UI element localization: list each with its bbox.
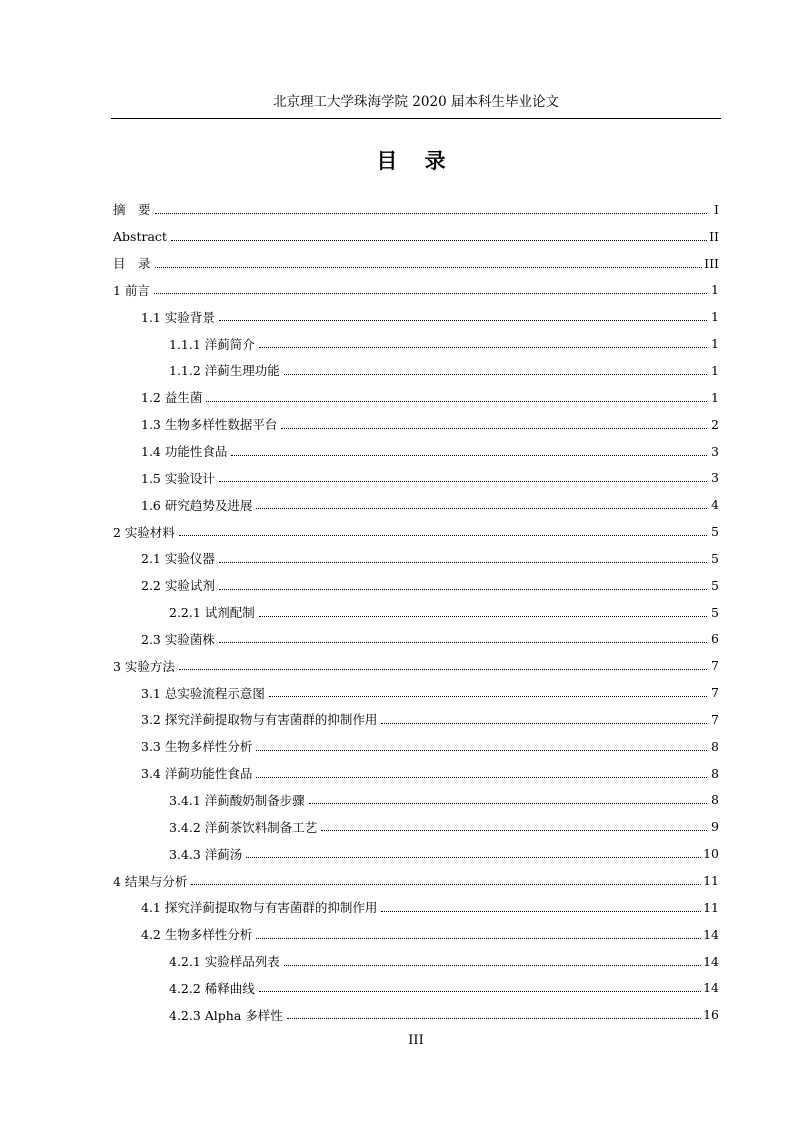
toc-entry[interactable]	[113, 599, 719, 626]
toc-entry-label: 1.2 益生菌	[141, 390, 203, 406]
toc-entry-label: 3.1 总实验流程示意图	[141, 685, 265, 701]
toc-entry-page: 9	[711, 819, 719, 835]
toc-entry-label: 1.5 实验设计	[141, 470, 215, 486]
toc-entry-page: 7	[711, 658, 719, 674]
toc-entry[interactable]	[113, 411, 719, 438]
toc-dot-leader	[284, 374, 707, 375]
toc-dot-leader	[287, 1018, 701, 1019]
toc-entry[interactable]	[113, 196, 719, 223]
toc-dot-leader	[259, 616, 707, 617]
toc-dot-leader	[256, 508, 707, 509]
toc-entry[interactable]	[113, 1001, 719, 1028]
toc-entry-page: 11	[703, 873, 719, 889]
running-header: 北京理工大学珠海学院 2020 届本科生毕业论文	[273, 94, 559, 110]
toc-entry-label: 目 录	[113, 256, 151, 272]
toc-entry-label: 2.1 实验仪器	[141, 551, 215, 567]
toc-entry[interactable]	[113, 652, 719, 679]
toc-entry-label: 4.2.3 Alpha 多样性	[169, 1007, 283, 1023]
toc-entry[interactable]	[113, 679, 719, 706]
toc-dot-leader	[256, 750, 707, 751]
toc-entry-label: 2.2 实验试剂	[141, 578, 215, 594]
toc-entry-page: 2	[711, 416, 719, 432]
toc-dot-leader	[321, 830, 707, 831]
toc-entry-label: 4.2.2 稀释曲线	[169, 980, 255, 996]
toc-entry-label: 1.3 生物多样性数据平台	[141, 417, 278, 433]
toc-entry[interactable]	[113, 974, 719, 1001]
toc-entry[interactable]	[113, 223, 719, 250]
toc-entry[interactable]	[113, 787, 719, 814]
toc-dot-leader	[219, 320, 707, 321]
toc-entry-page: 5	[711, 524, 719, 540]
toc-entry-label: 4 结果与分析	[113, 873, 188, 889]
toc-entry-page: 14	[703, 953, 719, 969]
toc-entry-page: II	[709, 228, 719, 244]
toc-entry[interactable]	[113, 250, 719, 277]
toc-entry-page: 3	[711, 470, 719, 486]
toc-entry-page: 7	[711, 711, 719, 727]
toc-dot-leader	[179, 535, 707, 536]
toc-entry-page: 1	[711, 362, 719, 378]
toc-dot-leader	[155, 267, 703, 268]
toc-entry-page: 16	[703, 1007, 719, 1023]
toc-entry-label: 3.3 生物多样性分析	[141, 739, 253, 755]
toc-entry-page: 10	[703, 846, 719, 862]
toc-entry[interactable]	[113, 760, 719, 787]
toc-entry[interactable]	[113, 706, 719, 733]
toc-entry[interactable]	[113, 921, 719, 948]
toc-dot-leader	[219, 642, 707, 643]
toc-entry[interactable]	[113, 330, 719, 357]
toc-entry-label: 2.2.1 试剂配制	[169, 605, 255, 621]
toc-entry[interactable]	[113, 491, 719, 518]
toc-entry[interactable]	[113, 867, 719, 894]
page-number: III	[408, 1033, 424, 1048]
toc-dot-leader	[191, 884, 701, 885]
toc-entry-page: 5	[711, 604, 719, 620]
toc-dot-leader	[171, 240, 707, 241]
toc-entry-label: 4.2.1 实验样品列表	[169, 954, 280, 970]
toc-dot-leader	[256, 777, 707, 778]
toc-entry-label: 1.1.2 洋蓟生理功能	[169, 363, 280, 379]
toc-entry[interactable]	[113, 464, 719, 491]
toc-entry-page: 1	[711, 282, 719, 298]
toc-entry-label: 3.4.2 洋蓟茶饮料制备工艺	[169, 819, 318, 835]
toc-dot-leader	[381, 911, 701, 912]
toc-entry-label: 1.6 研究趋势及进展	[141, 497, 253, 513]
toc-entry-label: 4.2 生物多样性分析	[141, 927, 253, 943]
toc-entry-page: 3	[711, 443, 719, 459]
toc-entry-page: III	[704, 255, 719, 271]
toc-entry-page: 11	[703, 899, 719, 915]
toc-entry-label: 1.4 功能性食品	[141, 444, 228, 460]
toc-entry-page: 8	[711, 765, 719, 781]
toc-dot-leader	[219, 589, 707, 590]
toc-entry-page: 1	[711, 309, 719, 325]
toc-dot-leader	[281, 428, 707, 429]
toc-entry-label: 1 前言	[113, 282, 150, 298]
toc-dot-leader	[259, 991, 701, 992]
toc-dot-leader	[206, 401, 707, 402]
toc-entry[interactable]	[113, 626, 719, 653]
toc-entry-label: 摘 要	[113, 202, 151, 218]
toc-entry-page: 14	[703, 980, 719, 996]
header-rule	[111, 118, 721, 119]
toc-dot-leader	[269, 696, 707, 697]
toc-entry-page: 4	[711, 497, 719, 513]
toc-entry-label: 3.4.1 洋蓟酸奶制备步骤	[169, 792, 305, 808]
toc-entry[interactable]	[113, 303, 719, 330]
toc-entry[interactable]	[113, 545, 719, 572]
toc-entry-label: 3.4.3 洋蓟汤	[169, 846, 243, 862]
toc-entry[interactable]	[113, 813, 719, 840]
toc-entry-page: 5	[711, 550, 719, 566]
toc-entry-label: 2.3 实验菌株	[141, 631, 215, 647]
toc-entry-label: 1.1.1 洋蓟简介	[169, 336, 255, 352]
toc-entry-page: 6	[711, 631, 719, 647]
toc-dot-leader	[219, 481, 707, 482]
toc-entry-page: 8	[711, 792, 719, 808]
toc-entry-page: 8	[711, 738, 719, 754]
toc-entry[interactable]	[113, 384, 719, 411]
toc-dot-leader	[155, 213, 707, 214]
toc-dot-leader	[246, 857, 701, 858]
toc-entry-label: 2 实验材料	[113, 524, 175, 540]
toc-dot-leader	[231, 455, 707, 456]
toc-entry[interactable]	[113, 948, 719, 975]
toc-dot-leader	[219, 562, 707, 563]
toc-dot-leader	[381, 723, 707, 724]
toc-entry-label: Abstract	[113, 228, 167, 244]
toc-entry[interactable]	[113, 518, 719, 545]
toc-dot-leader	[259, 347, 707, 348]
toc-entry[interactable]	[113, 733, 719, 760]
toc-dot-leader	[179, 669, 707, 670]
toc-entry[interactable]	[113, 840, 719, 867]
toc-entry-page: 1	[711, 336, 719, 352]
toc-dot-leader	[309, 803, 707, 804]
toc-entry-page: 14	[703, 926, 719, 942]
toc-dot-leader	[284, 965, 701, 966]
toc-entry-label: 3 实验方法	[113, 658, 175, 674]
toc-dot-leader	[154, 293, 707, 294]
toc-entry[interactable]	[113, 572, 719, 599]
toc-entry[interactable]	[113, 277, 719, 304]
toc-entry-label: 1.1 实验背景	[141, 309, 215, 325]
toc-entry-page: 5	[711, 577, 719, 593]
page-title: 目 录	[376, 149, 456, 173]
toc-entry[interactable]	[113, 438, 719, 465]
toc-entry-label: 3.2 探究洋蓟提取物与有害菌群的抑制作用	[141, 712, 378, 728]
table-of-contents	[113, 196, 719, 1028]
toc-entry[interactable]	[113, 894, 719, 921]
toc-entry-label: 4.1 探究洋蓟提取物与有害菌群的抑制作用	[141, 900, 378, 916]
toc-dot-leader	[256, 938, 701, 939]
toc-entry[interactable]	[113, 357, 719, 384]
toc-entry-page: 1	[711, 389, 719, 405]
toc-entry-page: I	[714, 201, 719, 217]
toc-entry-label: 3.4 洋蓟功能性食品	[141, 766, 253, 782]
toc-entry-page: 7	[711, 685, 719, 701]
